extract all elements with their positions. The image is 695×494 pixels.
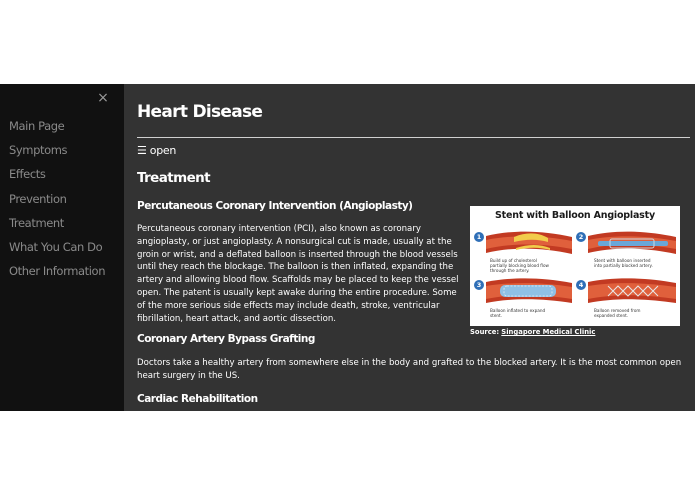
subheading-cardiac-rehabilitation: Cardiac Rehabilitation: [137, 393, 258, 405]
panel-number: 1: [474, 232, 484, 242]
sidebar-item-other-information[interactable]: Other Information: [9, 264, 106, 279]
source-link[interactable]: Singapore Medical Clinic: [501, 328, 596, 336]
sidebar-item-treatment[interactable]: Treatment: [9, 215, 64, 230]
sidebar-nav: [0, 84, 124, 411]
panel-caption: Stent with balloon inserted into partially blocked artery.: [594, 258, 653, 268]
panel-caption: Balloon removed from expanded stent.: [594, 308, 641, 318]
paragraph-cabg: Doctors take a healthy artery from somewhere else in the body and grafted to the blocked artery. It is the most common open heart surgery in the US.: [137, 358, 682, 381]
artery-blockage-illustration: [486, 228, 572, 256]
source-label: Source:: [470, 328, 500, 336]
figure-panel-2: [576, 228, 676, 276]
sidebar-item-symptoms[interactable]: Symptoms: [9, 143, 68, 158]
main-content: [124, 84, 695, 411]
balloon-inflated-illustration: [486, 276, 572, 304]
figure-panel-3: [474, 276, 574, 324]
sidebar-item-prevention[interactable]: Prevention: [9, 191, 67, 206]
panel-number: 3: [474, 280, 484, 290]
title-divider: [137, 137, 690, 138]
figure-source: [470, 328, 595, 336]
panel-number: 4: [576, 280, 586, 290]
paragraph-pci: Percutaneous coronary intervention (PCI), also known as coronary angioplasty, or just angioplasty. A nonsurgical cut is made, usually at the groin or wrist, and a deflated balloon is inserted through the blood vessels until they reach the blockage. The balloon is then inflated, expanding the artery and allowing blood flow. Scaffolds may be placed to keep the vessel open. The patent is usually kept awake during the entire procedure. Some of the more serious side effects may include death, stroke, ventricular fibrillation, heart attack, and aortic dissection.: [137, 224, 459, 324]
sidebar-item-effects[interactable]: Effects: [9, 167, 46, 182]
stent-inserted-illustration: [588, 228, 676, 256]
figure-panel-4: [576, 276, 676, 324]
subheading-pci: Percutaneous Coronary Intervention (Angioplasty): [137, 200, 413, 212]
page-viewport: [0, 84, 695, 411]
angioplasty-figure: [470, 206, 680, 326]
expanded-stent-illustration: [588, 276, 676, 304]
figure-panel-1: [474, 228, 574, 276]
panel-caption: Balloon inflated to expand stent.: [490, 308, 546, 318]
open-menu-button[interactable]: ☰ open: [137, 144, 177, 157]
panel-number: 2: [576, 232, 586, 242]
section-heading-treatment: Treatment: [137, 170, 210, 186]
close-icon[interactable]: ×: [97, 90, 109, 106]
sidebar-item-what-you-can-do[interactable]: What You Can Do: [9, 239, 103, 254]
subheading-cabg: Coronary Artery Bypass Grafting: [137, 333, 315, 345]
panel-caption: Build up of cholesterol partially blocking blood flow through the artery.: [490, 258, 549, 273]
figure-title: Stent with Balloon Angioplasty: [495, 210, 655, 221]
page-title: Heart Disease: [137, 102, 263, 122]
sidebar-item-main-page[interactable]: Main Page: [9, 119, 65, 133]
nav-list: [9, 114, 105, 283]
